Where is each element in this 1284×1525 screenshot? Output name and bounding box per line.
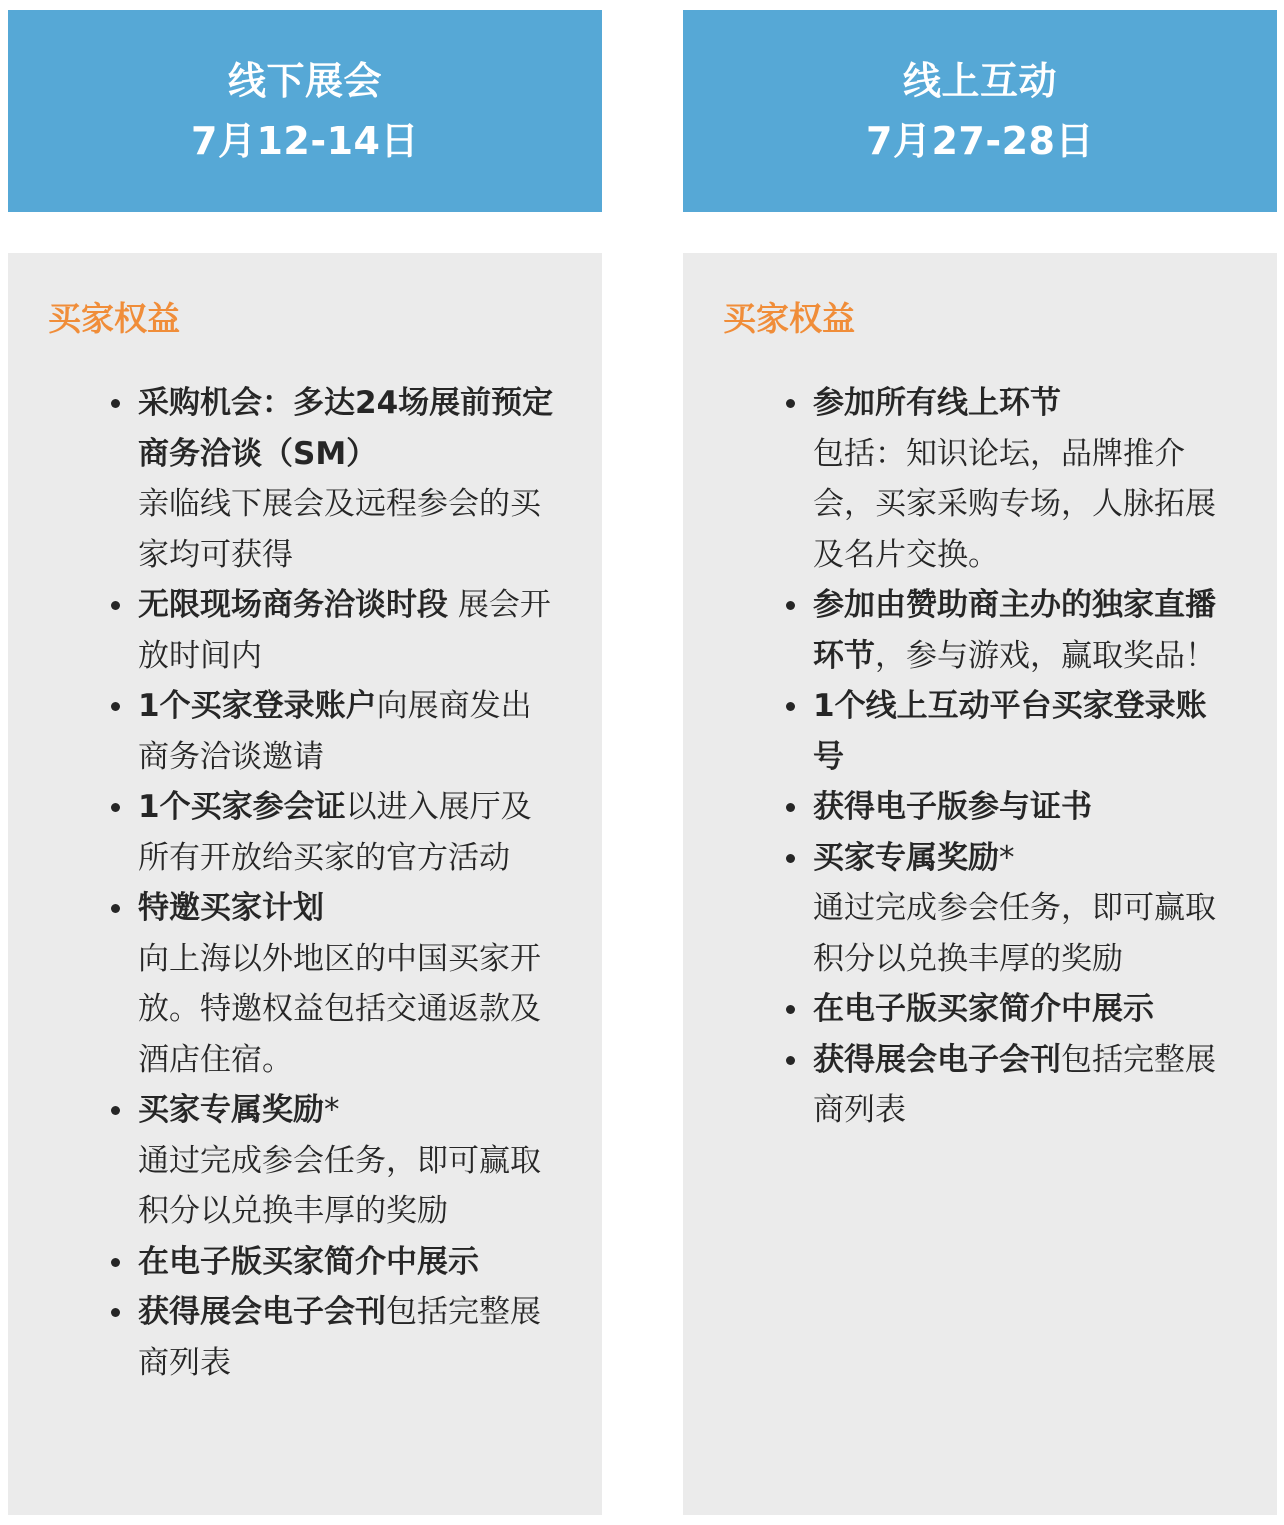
benefit-title: 采购机会：多达24场展前预定商务洽谈（SM）	[138, 385, 554, 472]
online-section-title: 买家权益	[723, 299, 855, 338]
benefit-description: 包括：知识论坛，品牌推介会，买家采购专场，人脉拓展及名片交换。	[813, 435, 1216, 573]
benefit-description: 通过完成参会任务，即可赢取积分以兑换丰厚的奖励	[813, 890, 1216, 977]
benefit-item	[8, 1237, 558, 1288]
benefit-inline-text: 包括完整展商列表	[813, 1041, 1216, 1128]
benefit-title: 1个买家参会证	[138, 789, 346, 825]
offline-benefits-list	[8, 378, 558, 1388]
online-benefits-list	[683, 378, 1233, 1136]
benefit-description: 亲临线下展会及远程参会的买家均可获得	[138, 486, 541, 573]
benefit-item	[683, 1035, 1233, 1136]
benefit-inline-text: *	[324, 1092, 340, 1128]
benefit-item	[8, 378, 558, 580]
benefit-title: 获得展会电子会刊	[813, 1041, 1061, 1078]
benefit-item	[683, 782, 1233, 833]
benefit-title: 1个买家登录账户	[138, 688, 377, 724]
online-header	[683, 10, 1277, 212]
benefit-description: 通过完成参会任务，即可赢取积分以兑换丰厚的奖励	[138, 1142, 541, 1229]
benefit-item	[683, 984, 1233, 1035]
benefit-inline-text: ，参与游戏，赢取奖品！	[875, 637, 1216, 674]
offline-section-title: 买家权益	[48, 299, 180, 338]
benefit-description: 向上海以外地区的中国买家开放。特邀权益包括交通返款及酒店住宿。	[138, 940, 541, 1078]
benefit-title: 获得电子版参与证书	[813, 789, 1092, 825]
benefit-title: 参加所有线上环节	[813, 385, 1061, 421]
benefit-item	[683, 378, 1233, 580]
benefit-title: 无限现场商务洽谈时段	[138, 587, 448, 623]
benefit-inline-text: 包括完整展商列表	[138, 1294, 541, 1381]
benefit-title: 买家专属奖励	[138, 1092, 324, 1128]
benefit-inline-text: 向展商发出商务洽谈邀请	[138, 688, 532, 775]
online-header-date: 7月27-28日	[866, 119, 1094, 163]
benefit-title: 在电子版买家简介中展示	[138, 1243, 479, 1280]
online-header-title: 线上互动	[902, 59, 1057, 103]
offline-header-date: 7月12-14日	[191, 119, 419, 163]
benefit-item	[8, 681, 558, 782]
benefit-item	[8, 1287, 558, 1388]
benefit-item	[8, 580, 558, 681]
benefit-inline-text: *	[999, 839, 1015, 876]
benefit-title: 买家专属奖励	[813, 839, 999, 876]
online-benefits-panel	[683, 253, 1277, 1515]
benefit-title: 在电子版买家简介中展示	[813, 991, 1154, 1027]
benefit-item	[8, 1085, 558, 1237]
benefit-item	[8, 782, 558, 883]
benefit-inline-text: 展会开放时间内	[138, 587, 551, 674]
benefit-title: 获得展会电子会刊	[138, 1294, 386, 1330]
benefit-title: 参加由赞助商主办的独家直播环节	[813, 587, 1216, 674]
offline-header-title: 线下展会	[227, 59, 382, 103]
benefit-item	[683, 580, 1233, 681]
benefit-title: 特邀买家计划	[138, 890, 324, 926]
offline-header	[8, 10, 602, 212]
benefit-inline-text: 以进入展厅及所有开放给买家的官方活动	[138, 789, 532, 876]
benefit-item	[683, 833, 1233, 985]
benefit-title: 1个线上互动平台买家登录账号	[813, 688, 1207, 775]
benefit-item	[683, 681, 1233, 782]
benefit-item	[8, 883, 558, 1085]
offline-benefits-panel	[8, 253, 602, 1515]
